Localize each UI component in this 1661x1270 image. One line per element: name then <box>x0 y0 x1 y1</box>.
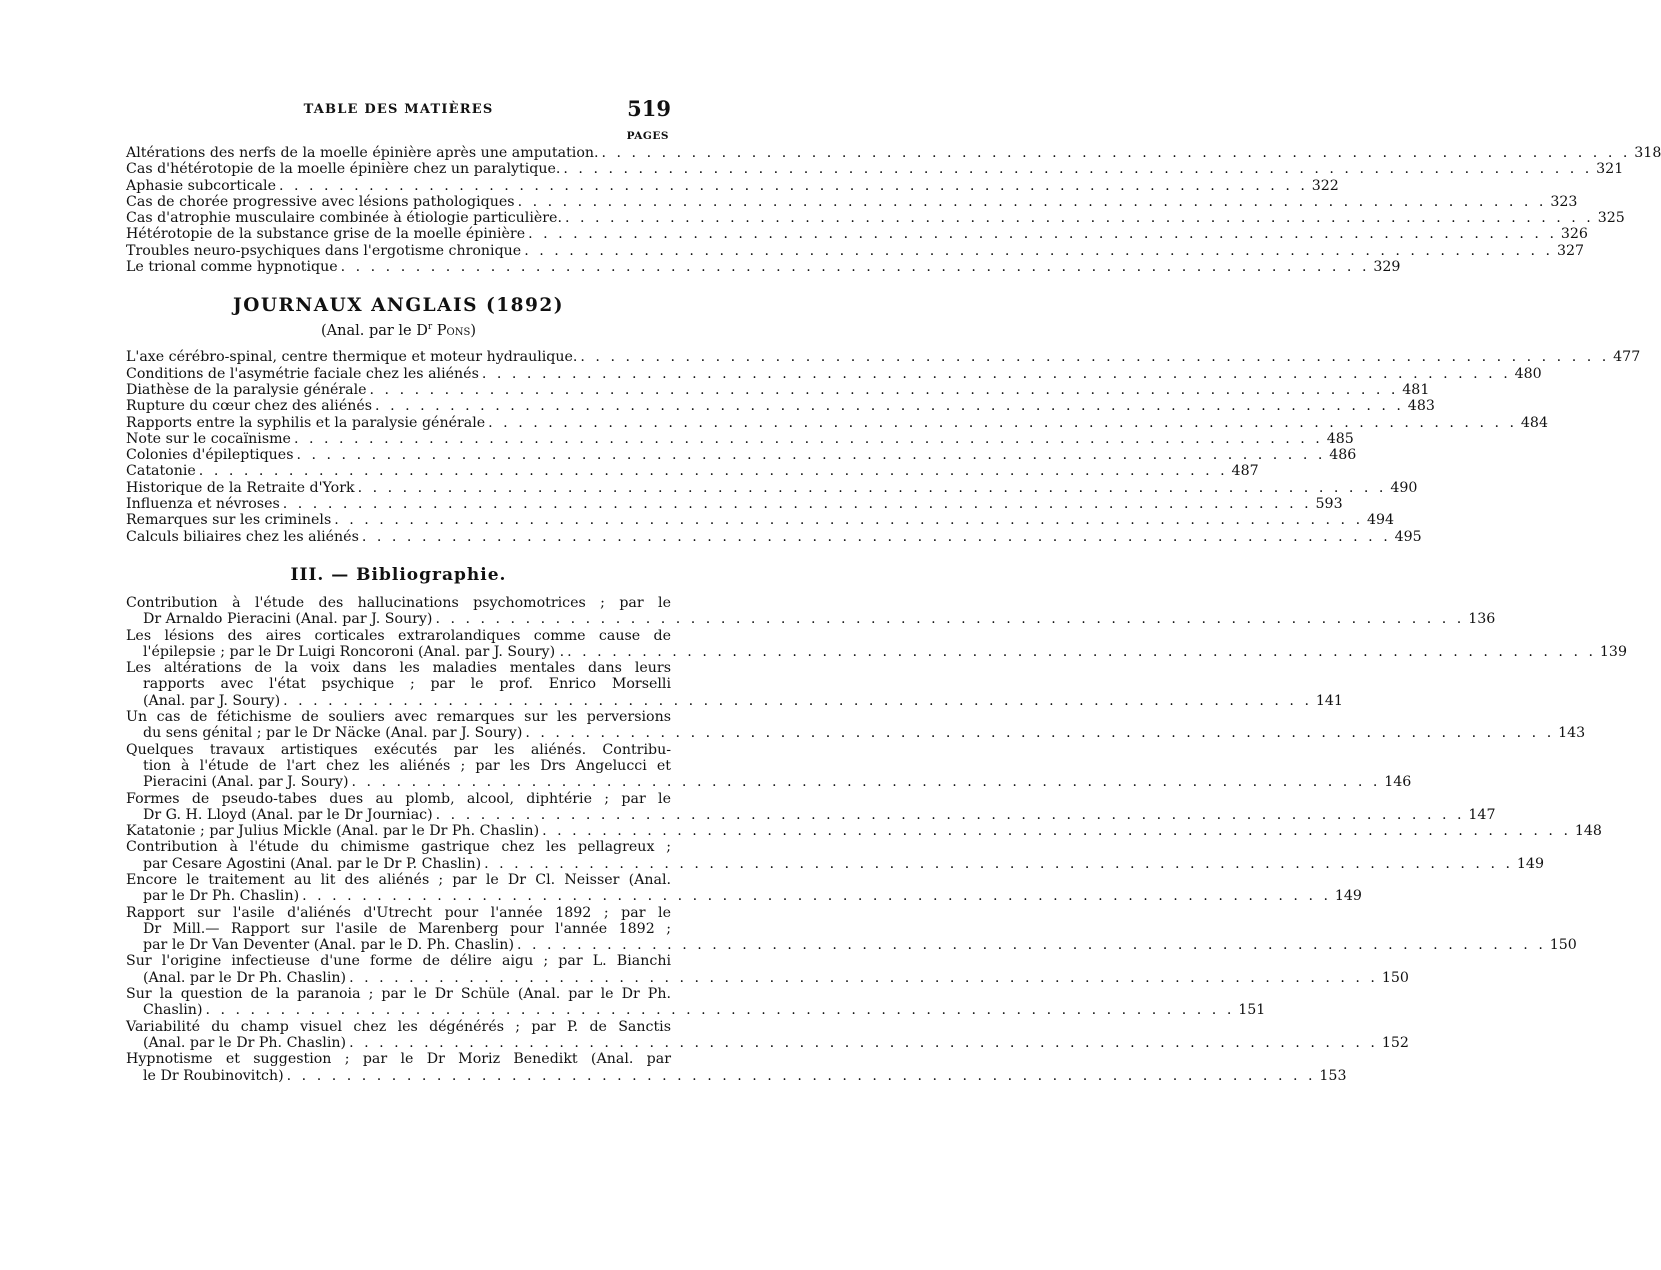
leader-dots <box>341 259 1370 275</box>
entry-title: Colonies d'épileptiques <box>126 447 294 464</box>
entry-line: Un cas de fétichisme de souliers avec remarques sur les perversions <box>126 709 671 726</box>
toc-entry <box>126 349 1641 366</box>
entry-title: l'épilepsie ; par le Dr Luigi Roncoroni (Anal. par J. Soury) . <box>143 643 565 660</box>
entry-last-line <box>126 969 1409 986</box>
entry-title: Catatonie <box>126 463 196 480</box>
section-subtitle <box>126 323 671 349</box>
section-title-journaux-anglais: JOURNAUX ANGLAIS (1892) <box>233 295 564 317</box>
entry-page: 141 <box>1315 692 1343 709</box>
bibliography-entry <box>126 709 1586 742</box>
entry-title: Calculs biliaires chez les aliénés <box>126 528 359 545</box>
entry-page: 149 <box>1516 855 1544 872</box>
entry-last-line <box>126 823 1602 840</box>
entry-page: 326 <box>1560 226 1588 243</box>
entry-page: 321 <box>1596 161 1624 178</box>
page-header <box>126 96 671 128</box>
entry-page: 152 <box>1381 1034 1409 1051</box>
entry-page: 495 <box>1394 528 1422 545</box>
toc-list-bibliographie <box>126 594 1627 1084</box>
toc-entry <box>126 381 1430 398</box>
entry-title: Diathèse de la paralysie générale <box>126 381 367 398</box>
entry-title: par le Dr Van Deventer (Anal. par le D. Ph. Chaslin) <box>143 937 514 954</box>
entry-last-line <box>126 937 1577 954</box>
entry-title: Katatonie ; par Julius Mickle (Anal. par le Dr Ph. Chaslin) <box>126 823 540 840</box>
leader-dots <box>580 349 1609 365</box>
leader-dots <box>205 1002 1234 1018</box>
entry-title: Influenza et névroses <box>126 496 280 513</box>
entry-last-line <box>126 692 1343 709</box>
toc-entry <box>126 512 1395 529</box>
entry-title: Rapports entre la syphilis et la paralysie générale <box>126 414 486 431</box>
entry-line: rapports avec l'état psychique ; par le prof. Enrico Morselli <box>143 676 671 693</box>
entry-page: 151 <box>1238 1002 1266 1019</box>
entry-title: Chaslin) <box>143 1002 203 1019</box>
leader-dots <box>542 823 1571 839</box>
entry-page: 325 <box>1597 210 1625 227</box>
entry-line: Sur l'origine infectieuse d'une forme de délire aigu ; par L. Bianchi <box>126 953 671 970</box>
entry-line: Formes de pseudo-tabes dues au plomb, alcool, diphtérie ; par le <box>126 790 671 807</box>
leader-dots <box>279 178 1308 194</box>
entry-page: 148 <box>1574 823 1602 840</box>
entry-title: (Anal. par J. Soury) <box>143 692 281 709</box>
entry-title: (Anal. par le Dr Ph. Chaslin) <box>143 969 347 986</box>
pages-column-label: PAGES <box>626 130 669 142</box>
bibliography-entry <box>126 823 1602 840</box>
leader-dots <box>488 415 1517 431</box>
entry-line: Les altérations de la voix dans les maladies mentales dans leurs <box>126 660 671 677</box>
entry-last-line <box>126 725 1586 742</box>
entry-page: 149 <box>1334 888 1362 905</box>
entry-page: 147 <box>1468 806 1496 823</box>
leader-dots <box>358 480 1387 496</box>
leader-dots <box>199 463 1228 479</box>
leader-dots <box>524 243 1553 259</box>
entry-line: Dr Mill.— Rapport sur l'asile de Marenberg pour l'année 1892 ; <box>143 920 671 937</box>
page-number: 519 <box>627 96 671 121</box>
leader-dots <box>567 644 1596 660</box>
leader-dots <box>435 611 1464 627</box>
toc-entry <box>126 528 1422 545</box>
leader-dots <box>525 725 1554 741</box>
entry-page: 485 <box>1326 430 1354 447</box>
entry-page: 477 <box>1613 349 1641 366</box>
bibliography-entry <box>126 1051 1347 1084</box>
leader-dots <box>563 161 1592 177</box>
entry-page: 150 <box>1549 937 1577 954</box>
toc-entry <box>126 447 1357 464</box>
entry-title: Rupture du cœur chez des aliénés <box>126 398 373 415</box>
entry-page: 143 <box>1558 725 1586 742</box>
entry-line: Hypnotisme et suggestion ; par le Dr Moriz Benedikt (Anal. par <box>126 1051 671 1068</box>
bibliography-entry <box>126 871 1362 905</box>
entry-last-line <box>126 806 1496 823</box>
entry-title: Dr G. H. Lloyd (Anal. par le Dr Journiac) <box>143 806 433 823</box>
toc-entry <box>126 210 1625 227</box>
entry-page: 494 <box>1366 512 1395 529</box>
entry-last-line <box>126 1002 1266 1019</box>
entry-page: 490 <box>1390 479 1418 496</box>
toc-entry <box>126 398 1435 415</box>
entry-title: Le trional comme hypnotique <box>126 259 338 276</box>
entry-page: 593 <box>1315 496 1343 513</box>
leader-dots <box>602 145 1631 161</box>
entry-page: 323 <box>1550 193 1578 210</box>
entry-page: 484 <box>1520 414 1548 431</box>
leader-dots <box>334 512 1363 528</box>
running-title: TABLE DES MATIÈRES <box>303 102 494 117</box>
entry-page: 480 <box>1514 365 1542 382</box>
bibliography-entry <box>126 986 1266 1019</box>
toc-entry <box>126 161 1624 178</box>
entry-page: 150 <box>1381 969 1409 986</box>
toc-entry <box>126 242 1585 259</box>
entry-last-line <box>126 1034 1409 1051</box>
entry-title: Note sur le cocaïnisme <box>126 430 291 447</box>
leader-dots <box>484 856 1513 872</box>
entry-page: 327 <box>1556 242 1585 259</box>
entry-line: Sur la question de la paranoia ; par le Dr Schüle (Anal. par le Dr Ph. <box>126 986 671 1003</box>
entry-page: 146 <box>1384 774 1412 791</box>
entry-line: Contribution à l'étude du chimisme gastrique chez les pellagreux ; <box>126 839 671 856</box>
subtitle-text-before: (Anal. par le D <box>320 323 428 340</box>
bibliography-entry <box>126 594 1496 628</box>
entry-title: du sens génital ; par le Dr Näcke (Anal. par J. Soury) <box>143 725 523 742</box>
entry-title: Hétérotopie de la substance grise de la moelle épinière <box>126 226 526 243</box>
toc-entry <box>126 226 1588 243</box>
entry-page: 318 <box>1634 145 1661 161</box>
entry-title: (Anal. par le Dr Ph. Chaslin) <box>143 1034 347 1051</box>
bibliography-entry <box>126 790 1496 824</box>
entry-title: Pieracini (Anal. par J. Soury) <box>143 774 349 791</box>
toc-entry <box>126 177 1339 194</box>
entry-last-line <box>126 774 1412 791</box>
entry-line: Les lésions des aires corticales extrarolandiques comme cause de <box>126 627 671 644</box>
leader-dots <box>482 366 1511 382</box>
entry-line: Rapport sur l'asile d'aliénés d'Utrecht pour l'année 1892 ; par le <box>126 904 671 921</box>
subtitle-sup: r <box>427 322 433 333</box>
entry-last-line <box>126 643 1627 660</box>
entry-line: Quelques travaux artistiques exécutés par les aliénés. Contribu- <box>126 741 671 758</box>
entry-page: 322 <box>1311 177 1339 194</box>
leader-dots <box>375 398 1404 414</box>
entry-title: Aphasie subcorticale <box>126 177 276 194</box>
bibliography-entry <box>126 660 1343 709</box>
entry-page: 483 <box>1407 398 1435 415</box>
toc-entry <box>126 145 1661 161</box>
leader-dots <box>370 382 1399 398</box>
toc-entry <box>126 430 1354 447</box>
entry-title: Cas d'hétérotopie de la moelle épinière chez un paralytique. <box>126 161 561 178</box>
toc-entry <box>126 496 1343 513</box>
leader-dots <box>294 431 1323 447</box>
leader-dots <box>349 970 1378 986</box>
leader-dots <box>302 888 1331 904</box>
entry-line: tion à l'étude de l'art chez les aliénés ; par les Drs Angelucci et <box>143 757 671 774</box>
entry-line: Contribution à l'étude des hallucinations psychomotrices ; par le <box>126 594 671 611</box>
toc-entry <box>126 365 1542 382</box>
toc-list-anglais <box>126 349 1641 545</box>
leader-dots <box>297 447 1326 463</box>
entry-title: Cas de chorée progressive avec lésions pathologiques <box>126 193 515 210</box>
leader-dots <box>283 693 1312 709</box>
entry-page: 481 <box>1402 381 1430 398</box>
entry-title: Conditions de l'asymétrie faciale chez les aliénés <box>126 365 479 382</box>
bibliography-entry <box>126 904 1577 954</box>
toc-entry <box>126 463 1259 480</box>
leader-dots <box>517 937 1546 953</box>
leader-dots <box>528 226 1557 242</box>
entry-page: 329 <box>1373 259 1401 276</box>
entry-page: 487 <box>1231 463 1259 480</box>
entry-title: Altérations des nerfs de la moelle épinière après une amputation. <box>126 145 599 161</box>
toc-entry <box>126 259 1401 276</box>
toc-entry <box>126 479 1418 496</box>
leader-dots <box>283 496 1312 512</box>
entry-line: Variabilité du champ visuel chez les dégénérés ; par P. de Sanctis <box>126 1018 671 1035</box>
entry-title: par Cesare Agostini (Anal. par le Dr P. Chaslin) <box>143 855 482 872</box>
leader-dots <box>518 194 1547 210</box>
entry-line: Encore le traitement au lit des aliénés ; par le Dr Cl. Neisser (Anal. <box>126 871 671 888</box>
subtitle-text-after: Pons) <box>432 323 477 340</box>
entry-title: Troubles neuro-psychiques dans l'ergotisme chronique <box>126 242 522 259</box>
bibliography-entry <box>126 839 1544 872</box>
entry-page: 136 <box>1468 611 1496 628</box>
toc-entry <box>126 414 1548 431</box>
entry-page: 139 <box>1599 643 1627 660</box>
section-title-bibliographie: III. — Bibliographie. <box>290 564 507 585</box>
entry-last-line <box>126 855 1544 872</box>
entry-title: par le Dr Ph. Chaslin) <box>143 888 300 905</box>
leader-dots <box>352 774 1381 790</box>
bibliography-entry <box>126 741 1412 791</box>
toc-list-top <box>126 145 1661 276</box>
entry-title: Cas d'atrophie musculaire combinée à étiologie particulière. <box>126 210 562 227</box>
entry-page: 153 <box>1319 1067 1347 1084</box>
entry-last-line <box>126 888 1362 905</box>
entry-title: Remarques sur les criminels <box>126 512 332 529</box>
entry-title: L'axe cérébro-spinal, centre thermique et moteur hydraulique. <box>126 349 578 366</box>
bibliography-entry <box>126 1018 1409 1052</box>
entry-last-line <box>126 1067 1347 1084</box>
entry-last-line <box>126 611 1496 628</box>
leader-dots <box>287 1068 1316 1084</box>
entry-title: Historique de la Retraite d'York <box>126 479 355 496</box>
leader-dots <box>436 807 1465 823</box>
leader-dots <box>362 529 1391 545</box>
entry-page: 486 <box>1329 447 1357 464</box>
leader-dots <box>349 1035 1378 1051</box>
entry-title: le Dr Roubinovitch) <box>143 1067 284 1084</box>
entry-title: Dr Arnaldo Pieracini (Anal. par J. Soury) <box>143 611 433 628</box>
document-page <box>126 96 1661 1084</box>
leader-dots <box>565 210 1594 226</box>
toc-entry <box>126 193 1578 210</box>
bibliography-entry <box>126 627 1627 661</box>
bibliography-entry <box>126 953 1409 986</box>
